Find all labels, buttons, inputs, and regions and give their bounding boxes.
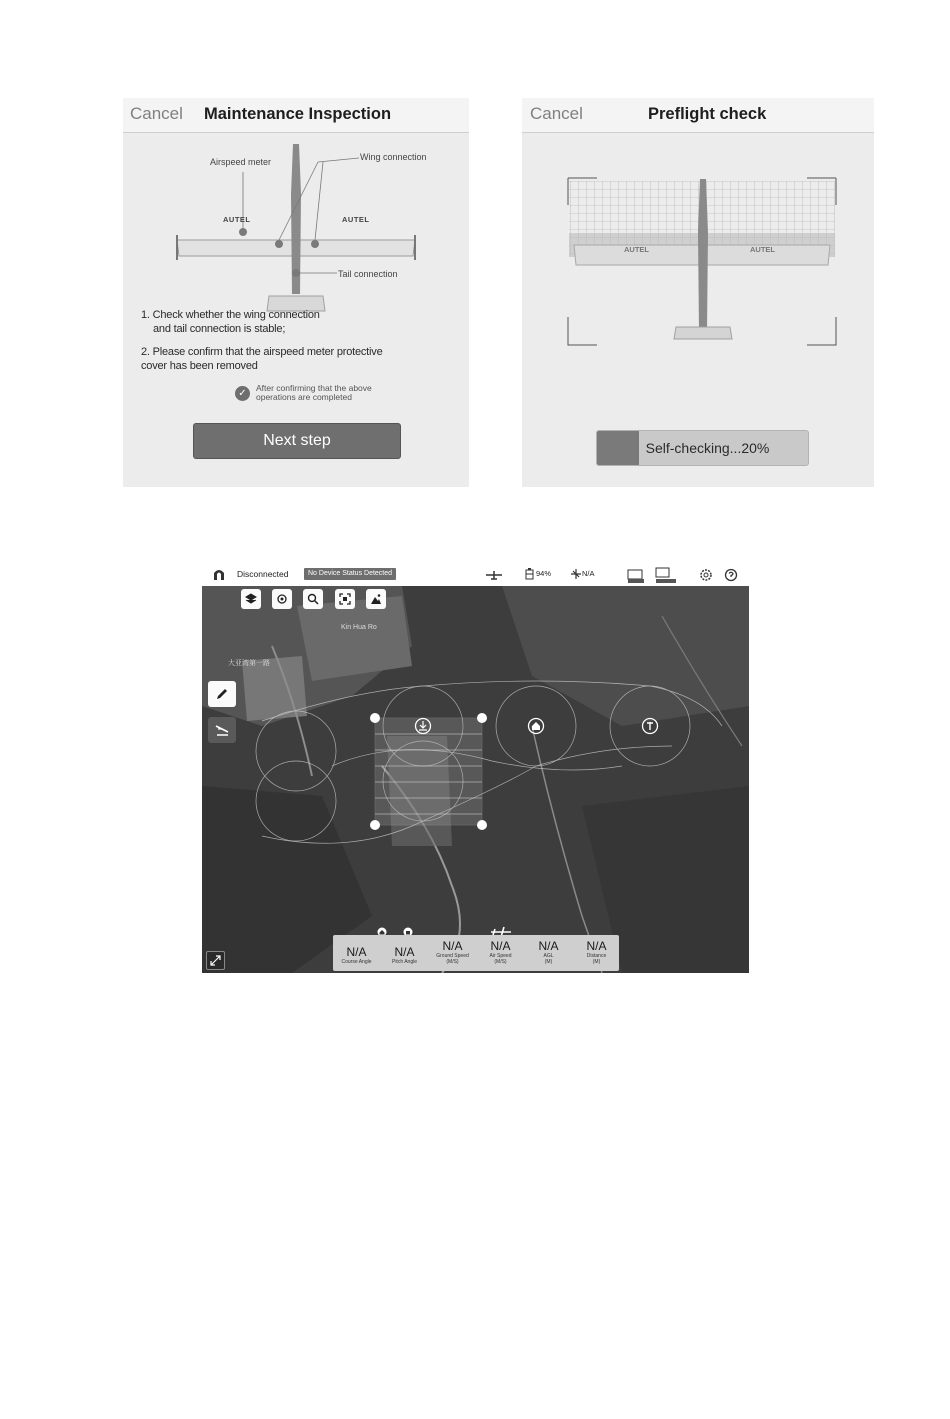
confirm-label: After confirming that the above operations are completed bbox=[256, 383, 372, 402]
aircraft-scan-view bbox=[522, 173, 874, 373]
maintenance-header bbox=[123, 98, 469, 133]
satellite-map[interactable] bbox=[202, 586, 749, 973]
connection-status: Disconnected bbox=[237, 569, 289, 579]
help-icon[interactable] bbox=[724, 568, 738, 582]
autel-logo-icon[interactable] bbox=[212, 567, 226, 581]
edit-mission-button[interactable] bbox=[208, 681, 236, 707]
instruction-1: 1. Check whether the wing connection and tail connection is stable; bbox=[141, 309, 320, 335]
tail-connection-callout: Tail connection bbox=[338, 269, 398, 279]
landing-point-icon[interactable] bbox=[641, 717, 659, 735]
progress-text: Self-checking...20% bbox=[645, 440, 770, 456]
airspeed-meter-callout: Airspeed meter bbox=[210, 157, 272, 167]
takeoff-button[interactable] bbox=[208, 717, 236, 743]
telemetry-distance: N/A Distance (M) bbox=[586, 939, 607, 965]
battery-icon bbox=[524, 568, 535, 580]
self-check-progress bbox=[596, 430, 809, 466]
search-button[interactable] bbox=[303, 589, 323, 609]
terrain-icon bbox=[370, 593, 382, 605]
wing-brand-left: AUTEL bbox=[223, 215, 251, 224]
cancel-button[interactable]: Cancel bbox=[130, 104, 183, 123]
telemetry-agl: N/A AGL (M) bbox=[538, 939, 559, 965]
signal-icon bbox=[570, 568, 582, 580]
signal-value: N/A bbox=[582, 569, 595, 578]
cancel-button[interactable]: Cancel bbox=[530, 104, 583, 123]
expand-map-button[interactable] bbox=[206, 951, 225, 970]
locate-icon bbox=[276, 593, 288, 605]
fit-view-button[interactable] bbox=[335, 589, 355, 609]
device-status-badge: No Device Status Detected bbox=[304, 568, 396, 580]
instruction-2: 2. Please confirm that the airspeed meter protective cover has been removed bbox=[141, 346, 383, 372]
expand-icon bbox=[210, 955, 221, 966]
takeoff-icon bbox=[214, 723, 230, 737]
confirm-checkbox-row[interactable] bbox=[235, 384, 435, 408]
gps-icon[interactable] bbox=[626, 566, 646, 584]
aircraft-icon[interactable] bbox=[486, 570, 502, 580]
map-terrain bbox=[202, 586, 749, 973]
page-title: Maintenance Inspection bbox=[204, 105, 392, 123]
flight-map-app bbox=[202, 562, 749, 973]
fit-view-icon bbox=[339, 593, 351, 605]
wing-brand-left: AUTEL bbox=[624, 245, 649, 254]
rtk-icon[interactable] bbox=[655, 566, 677, 584]
preflight-check-panel bbox=[522, 98, 874, 487]
telemetry-air-speed: N/A Air Speed (M/S) bbox=[489, 939, 512, 965]
battery-level: 94% bbox=[536, 569, 552, 578]
wing-brand-right: AUTEL bbox=[342, 215, 370, 224]
map-label-street: 大亚湾第一路 bbox=[228, 660, 270, 667]
page-title: Preflight check bbox=[648, 105, 767, 123]
maintenance-inspection-panel bbox=[123, 98, 469, 487]
layers-button[interactable] bbox=[241, 589, 261, 609]
wing-connection-callout: Wing connection bbox=[360, 152, 427, 162]
telemetry-course-angle: N/A Course Angle bbox=[341, 945, 372, 965]
download-waypoint-icon[interactable] bbox=[414, 717, 432, 735]
settings-icon[interactable] bbox=[699, 568, 713, 582]
home-point-icon[interactable] bbox=[527, 717, 545, 735]
search-icon bbox=[307, 593, 319, 605]
pencil-icon bbox=[215, 687, 229, 701]
checkmark-icon[interactable]: ✓ bbox=[235, 386, 250, 401]
telemetry-pitch-angle: N/A Pitch Angle bbox=[391, 945, 418, 965]
telemetry-ground-speed: N/A Ground Speed (M/S) bbox=[436, 939, 469, 965]
locate-button[interactable] bbox=[272, 589, 292, 609]
next-step-button[interactable]: Next step bbox=[193, 423, 401, 459]
map-label-road: Kin Hua Ro bbox=[341, 624, 377, 631]
terrain-button[interactable] bbox=[366, 589, 386, 609]
telemetry-panel bbox=[333, 935, 619, 971]
layers-icon bbox=[245, 593, 257, 605]
preflight-header bbox=[522, 98, 874, 133]
wing-brand-right: AUTEL bbox=[750, 245, 775, 254]
status-bar bbox=[202, 562, 749, 586]
